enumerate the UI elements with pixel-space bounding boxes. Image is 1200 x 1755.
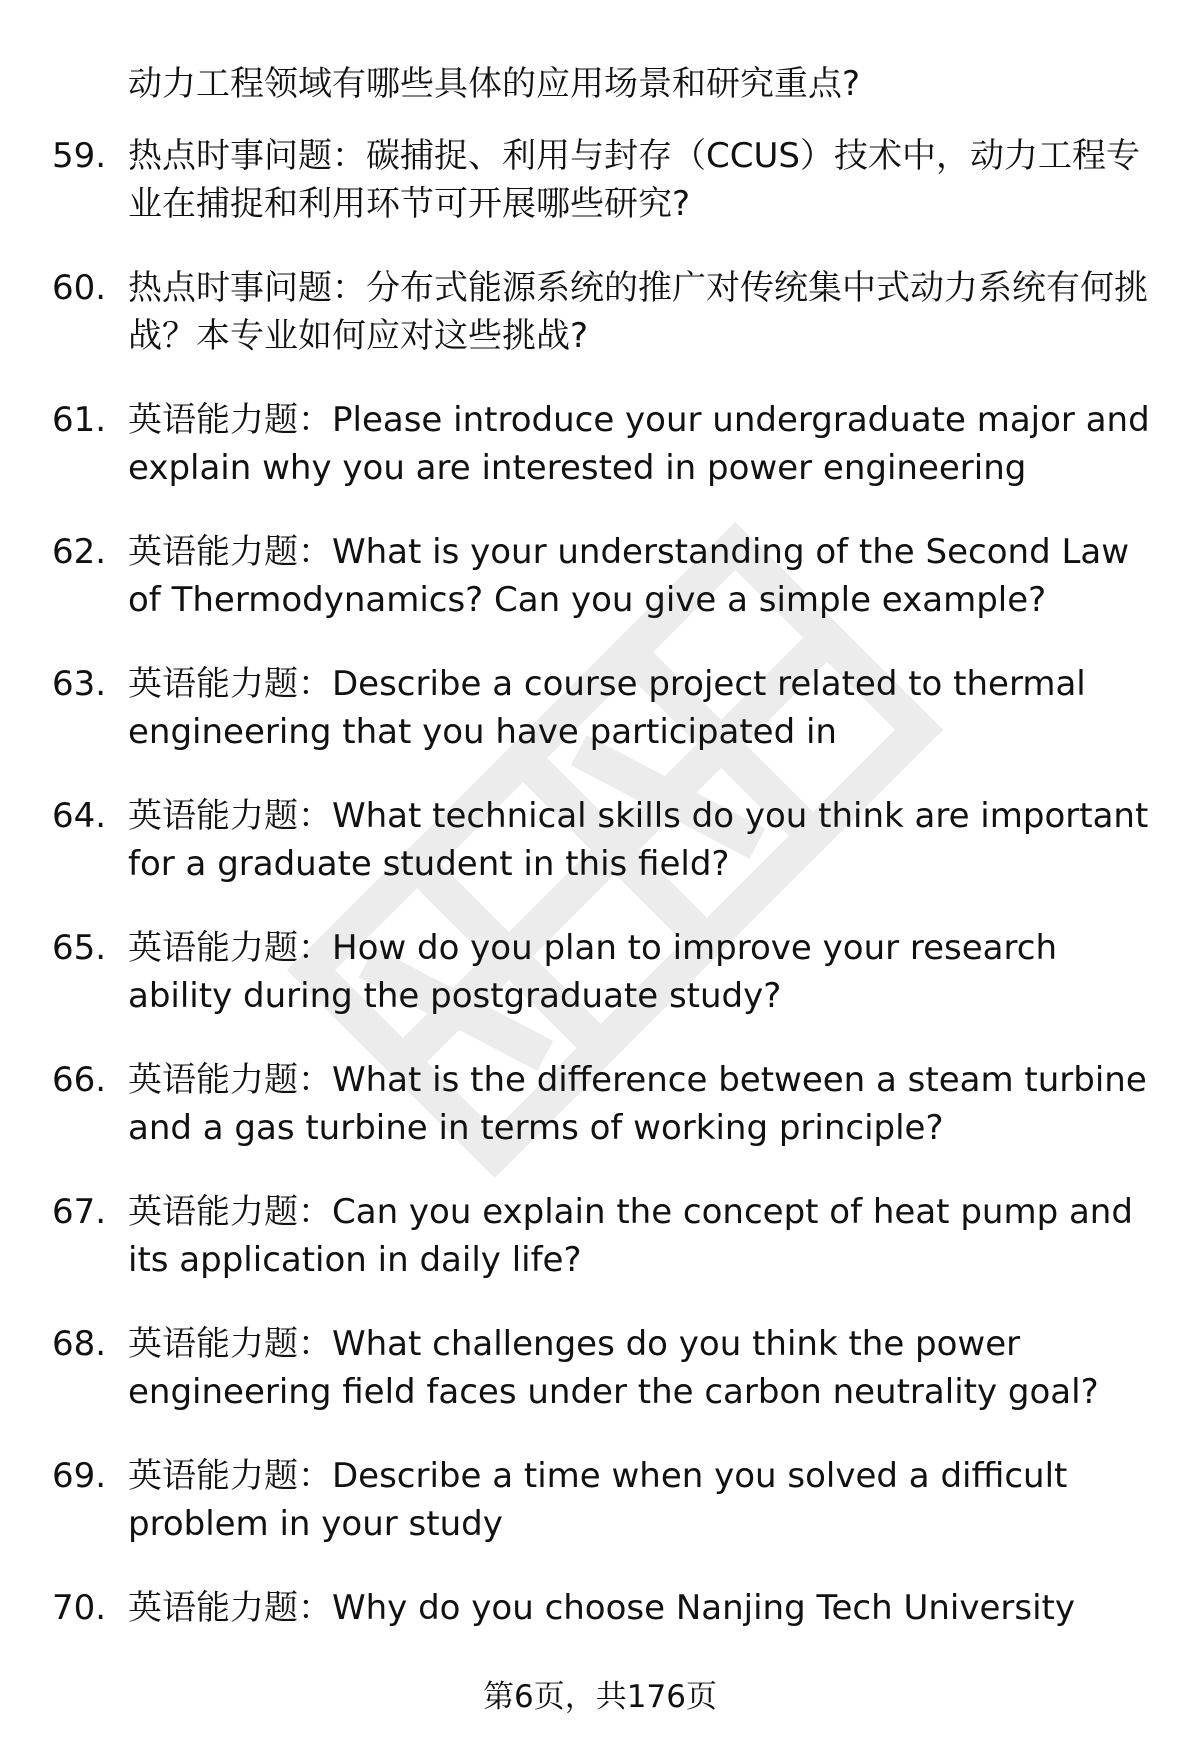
item-number: 60. [52, 268, 107, 308]
item-number: 61. [52, 400, 107, 440]
item-number: 65. [52, 928, 107, 968]
list-item-69 [0, 1452, 1200, 1548]
list-item-64 [0, 792, 1200, 888]
list-item-67 [0, 1188, 1200, 1284]
continued-question-text: 动力工程领域有哪些具体的应用场景和研究重点? [128, 64, 861, 104]
item-text: 英语能力题：What is the difference between a steam turbine and a gas turbine in terms of working principle? [128, 1060, 1147, 1148]
item-number: 66. [52, 1060, 107, 1100]
item-text: 热点时事问题：分布式能源系统的推广对传统集中式动力系统有何挑战？本专业如何应对这些挑战? [128, 268, 1148, 356]
item-number: 67. [52, 1192, 107, 1232]
list-item-59 [0, 132, 1200, 228]
list-item-66 [0, 1056, 1200, 1152]
item-number: 64. [52, 796, 107, 836]
item-number: 62. [52, 532, 107, 572]
item-text: 英语能力题：What challenges do you think the power engineering field faces under the carbon neutrality goal? [128, 1324, 1099, 1412]
item-number: 59. [52, 136, 107, 176]
item-text: 英语能力题：What is your understanding of the Second Law of Thermodynamics? Can you give a simple example? [128, 532, 1130, 620]
item-text: 英语能力题：Why do you choose Nanjing Tech University [128, 1588, 1075, 1628]
list-item-70 [0, 1584, 1200, 1632]
list-item-68 [0, 1320, 1200, 1416]
list-item-60 [0, 264, 1200, 360]
page-footer: 第6页，共176页 [483, 1679, 717, 1715]
item-text: 英语能力题：Can you explain the concept of heat pump and its application in daily life? [128, 1192, 1133, 1280]
item-number: 69. [52, 1456, 107, 1496]
item-text: 热点时事问题：碳捕捉、利用与封存（CCUS）技术中，动力工程专业在捕捉和利用环节可开展哪些研究? [128, 136, 1140, 224]
item-number: 70. [52, 1588, 107, 1628]
list-item-65 [0, 924, 1200, 1020]
item-text: 英语能力题：How do you plan to improve your research ability during the postgraduate study? [128, 928, 1057, 1016]
item-text: 英语能力题：Please introduce your undergraduate major and explain why you are interested in power engineering [128, 400, 1150, 488]
item-text: 英语能力题：What technical skills do you think are important for a graduate student in this field? [128, 796, 1149, 884]
list-item-61 [0, 396, 1200, 492]
item-text: 英语能力题：Describe a course project related to thermal engineering that you have participated in [128, 664, 1086, 752]
item-text: 英语能力题：Describe a time when you solved a difficult problem in your study [128, 1456, 1068, 1544]
item-number: 63. [52, 664, 107, 704]
list-item-62 [0, 528, 1200, 624]
list-item-63 [0, 660, 1200, 756]
item-number: 68. [52, 1324, 107, 1364]
